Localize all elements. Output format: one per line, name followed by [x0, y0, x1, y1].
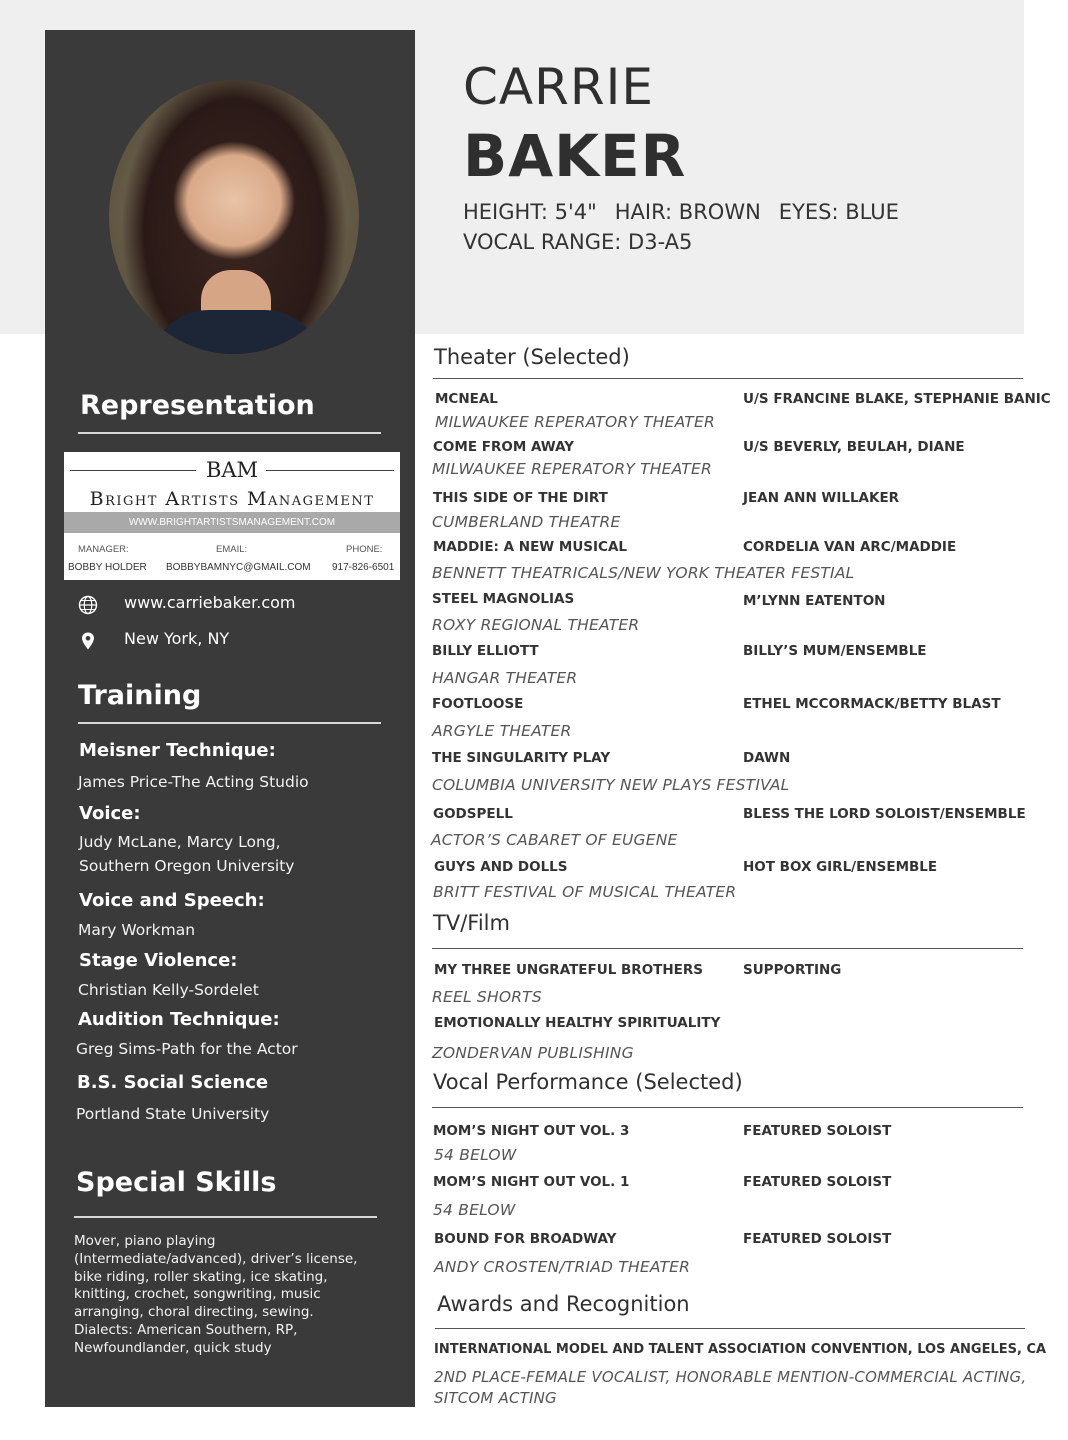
eyes-stat: EYES: BLUE — [778, 200, 899, 224]
agency-card — [64, 452, 400, 580]
credit-role: U/S FRANCINE BLAKE, STEPHANIE BANIC — [743, 391, 1051, 407]
credit-show: COME FROM AWAY — [433, 439, 575, 455]
credit-show: FOOTLOOSE — [432, 696, 524, 712]
credit-role: M’LYNN EATENTON — [743, 593, 886, 609]
email-label: EMAIL: — [216, 544, 248, 555]
credit-show: EMOTIONALLY HEALTHY SPIRITUALITY — [434, 1015, 721, 1031]
divider — [78, 432, 381, 434]
training-value: Christian Kelly-Sordelet — [78, 981, 259, 999]
divider — [74, 1216, 377, 1218]
credit-role: BILLY’S MUM/ENSEMBLE — [743, 643, 927, 659]
headshot-photo — [109, 80, 359, 354]
hair-stat: HAIR: BROWN — [614, 200, 761, 224]
tv-film-title: TV/Film — [433, 911, 510, 935]
credit-show: MADDIE: A NEW MUSICAL — [433, 539, 627, 555]
credit-show: MOM’S NIGHT OUT VOL. 3 — [433, 1123, 630, 1139]
height-stat: HEIGHT: 5'4" — [463, 200, 597, 224]
awards-title: Awards and Recognition — [437, 1292, 690, 1316]
training-heading: Audition Technique: — [78, 1009, 280, 1030]
email-value: BOBBYBAMNYC@GMAIL.COM — [166, 562, 311, 573]
credit-venue: ACTOR’S CABARET OF EUGENE — [431, 831, 678, 849]
credit-venue: CUMBERLAND THEATRE — [432, 513, 621, 531]
sidebar — [45, 30, 415, 1407]
agency-logo: BAM — [205, 458, 259, 482]
credit-show: GUYS AND DOLLS — [434, 859, 568, 875]
credit-venue: HANGAR THEATER — [432, 669, 578, 687]
credit-show: MOM’S NIGHT OUT VOL. 1 — [433, 1174, 630, 1190]
credit-role: CORDELIA VAN ARC/MADDIE — [743, 539, 957, 555]
manager-value: BOBBY HOLDER — [68, 562, 147, 573]
credit-show: THIS SIDE OF THE DIRT — [433, 490, 608, 506]
credit-role: JEAN ANN WILLAKER — [743, 490, 900, 506]
credit-venue: ANDY CROSTEN/TRIAD THEATER — [434, 1258, 691, 1276]
training-heading: Stage Violence: — [79, 950, 238, 971]
award-event: INTERNATIONAL MODEL AND TALENT ASSOCIATION CONVENTION, LOS ANGELES, CA — [434, 1342, 1047, 1357]
phone-value: 917-826-6501 — [332, 562, 395, 573]
training-value-line2: Southern Oregon University — [79, 857, 295, 875]
credit-show: MY THREE UNGRATEFUL BROTHERS — [434, 962, 704, 978]
credit-venue: COLUMBIA UNIVERSITY NEW PLAYS FESTIVAL — [432, 776, 790, 794]
location-text: New York, NY — [124, 629, 230, 648]
vocal-title: Vocal Performance (Selected) — [433, 1070, 743, 1094]
training-heading: Meisner Technique: — [79, 740, 276, 761]
globe-icon — [78, 595, 98, 615]
special-skills-text: Mover, piano playing (Intermediate/advanced), driver’s license, bike riding, roller skating, ice skating, knitting, crochet, songwriting, music arranging, choral directing, sewing. Dialects: American Southern, RP, Newfoundlander, quick study — [74, 1233, 358, 1356]
training-value: Mary Workman — [78, 921, 196, 939]
agency-url: WWW.BRIGHTARTISTSMANAGEMENT.COM — [64, 512, 400, 533]
credit-show: GODSPELL — [433, 806, 513, 822]
training-heading: B.S. Social Science — [77, 1072, 269, 1093]
training-value: James Price-The Acting Studio — [78, 773, 309, 791]
credit-role: BLESS THE LORD SOLOIST/ENSEMBLE — [743, 806, 1026, 822]
phone-label: PHONE: — [346, 544, 383, 555]
last-name: BAKER — [463, 122, 687, 190]
training-title: Training — [78, 680, 202, 711]
credit-role: DAWN — [743, 750, 791, 766]
divider — [433, 378, 1023, 379]
special-skills-title: Special Skills — [76, 1167, 277, 1198]
credit-role: HOT BOX GIRL/ENSEMBLE — [743, 859, 938, 875]
credit-show: MCNEAL — [435, 391, 498, 407]
credit-venue: ROXY REGIONAL THEATER — [432, 616, 640, 634]
credit-show: BILLY ELLIOTT — [432, 643, 539, 659]
credit-venue: MILWAUKEE REPERATORY THEATER — [435, 413, 715, 431]
credit-show: BOUND FOR BROADWAY — [434, 1231, 617, 1247]
divider — [432, 1107, 1023, 1108]
map-pin-icon — [78, 631, 98, 651]
credit-role: FEATURED SOLOIST — [743, 1174, 892, 1190]
vocal-range: VOCAL RANGE: D3-A5 — [463, 230, 693, 254]
award-detail: 2ND PLACE-FEMALE VOCALIST, HONORABLE MENTION-COMMERCIAL ACTING, — [434, 1368, 1027, 1386]
credit-role: FEATURED SOLOIST — [743, 1123, 892, 1139]
training-heading: Voice and Speech: — [79, 890, 265, 911]
training-value: Greg Sims-Path for the Actor — [76, 1040, 298, 1058]
divider — [78, 722, 381, 724]
theater-title: Theater (Selected) — [434, 345, 630, 369]
training-heading: Voice: — [79, 803, 141, 824]
website-link[interactable]: www.carriebaker.com — [124, 593, 296, 612]
credit-venue: ARGYLE THEATER — [432, 722, 572, 740]
credit-venue: MILWAUKEE REPERATORY THEATER — [432, 460, 712, 478]
credit-role: U/S BEVERLY, BEULAH, DIANE — [743, 439, 965, 455]
credit-show: STEEL MAGNOLIAS — [432, 591, 575, 607]
award-detail-line2: SITCOM ACTING — [434, 1389, 557, 1407]
physical-stats — [463, 200, 917, 224]
credit-venue: ZONDERVAN PUBLISHING — [432, 1044, 634, 1062]
credit-venue: 54 BELOW — [433, 1201, 516, 1219]
manager-label: MANAGER: — [78, 544, 129, 555]
agency-name: Bright Artists Management — [89, 488, 375, 510]
first-name: CARRIE — [463, 58, 654, 116]
credit-role: ETHEL MCCORMACK/BETTY BLAST — [743, 696, 1001, 712]
representation-title: Representation — [80, 390, 315, 421]
training-value: Portland State University — [76, 1105, 270, 1123]
divider — [432, 948, 1023, 949]
credit-show: THE SINGULARITY PLAY — [432, 750, 611, 766]
credit-venue: 54 BELOW — [434, 1146, 517, 1164]
credit-venue: BRITT FESTIVAL OF MUSICAL THEATER — [433, 883, 737, 901]
credit-role: FEATURED SOLOIST — [743, 1231, 892, 1247]
credit-role: SUPPORTING — [743, 962, 842, 978]
divider — [435, 1328, 1025, 1329]
credit-venue: BENNETT THEATRICALS/NEW YORK THEATER FESTIAL — [432, 564, 855, 582]
credit-venue: REEL SHORTS — [432, 988, 542, 1006]
training-value: Judy McLane, Marcy Long, — [79, 833, 281, 851]
